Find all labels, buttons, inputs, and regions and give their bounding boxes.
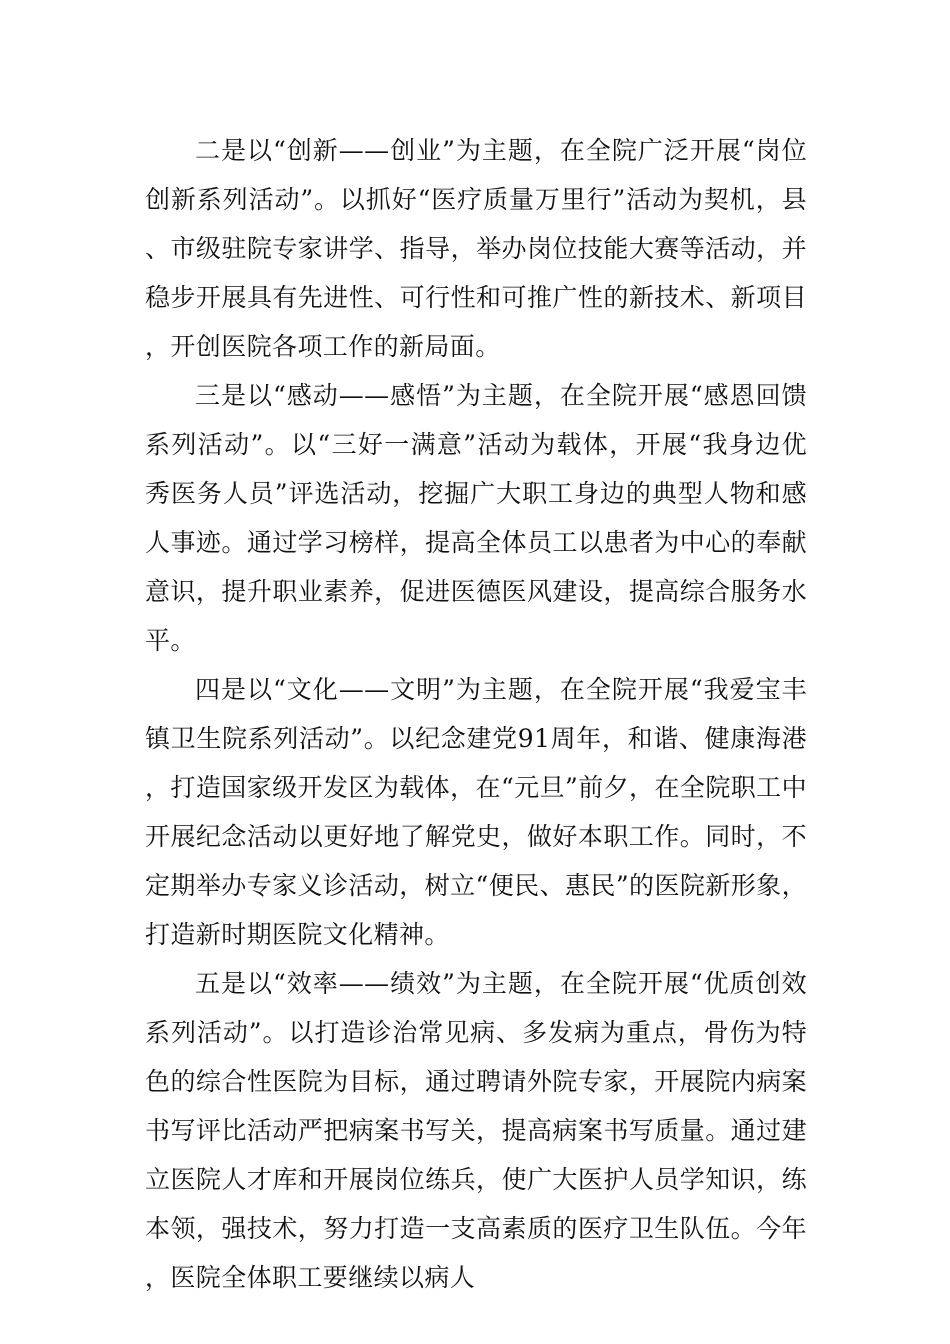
document-body (145, 126, 807, 1302)
paragraph-gratitude: 三是以“感动——感悟”为主题，在全院开展“感恩回馈系列活动”。以“三好一满意”活动为载体，开展“我身边优秀医务人员”评选活动，挖掘广大职工身边的典型人物和感人事迹。通过学习榜样，提高全体员工以患者为中心的奉献意识，提升职业素养，促进医德医风建设，提高综合服务水平。 (145, 381, 807, 655)
paragraph-innovation: 二是以“创新——创业”为主题，在全院广泛开展“岗位创新系列活动”。以抓好“医疗质量万里行”活动为契机，县、市级驻院专家讲学、指导，举办岗位技能大赛等活动，并稳步开展具有先进性、可行性和可推广性的新技术、新项目，开创医院各项工作的新局面。 (145, 136, 807, 361)
paragraph-culture: 四是以“文化——文明”为主题，在全院开展“我爱宝丰镇卫生院系列活动”。以纪念建党91周年，和谐、健康海港，打造国家级开发区为载体，在“元旦”前夕，在全院职工中开展纪念活动以更好地了解党史，做好本职工作。同时，不定期举办专家义诊活动，树立“便民、惠民”的医院新形象，打造新时期医院文化精神。 (145, 675, 807, 949)
paragraph-efficiency: 五是以“效率——绩效”为主题，在全院开展“优质创效系列活动”。以打造诊治常见病、多发病为重点，骨伤为特色的综合性医院为目标，通过聘请外院专家，开展院内病案书写评比活动严把病案书写关，提高病案书写质量。通过建立医院人才库和开展岗位练兵，使广大医护人员学知识，练本领，强技术，努力打造一支高素质的医疗卫生队伍。今年，医院全体职工要继续以病人 (145, 969, 807, 1292)
